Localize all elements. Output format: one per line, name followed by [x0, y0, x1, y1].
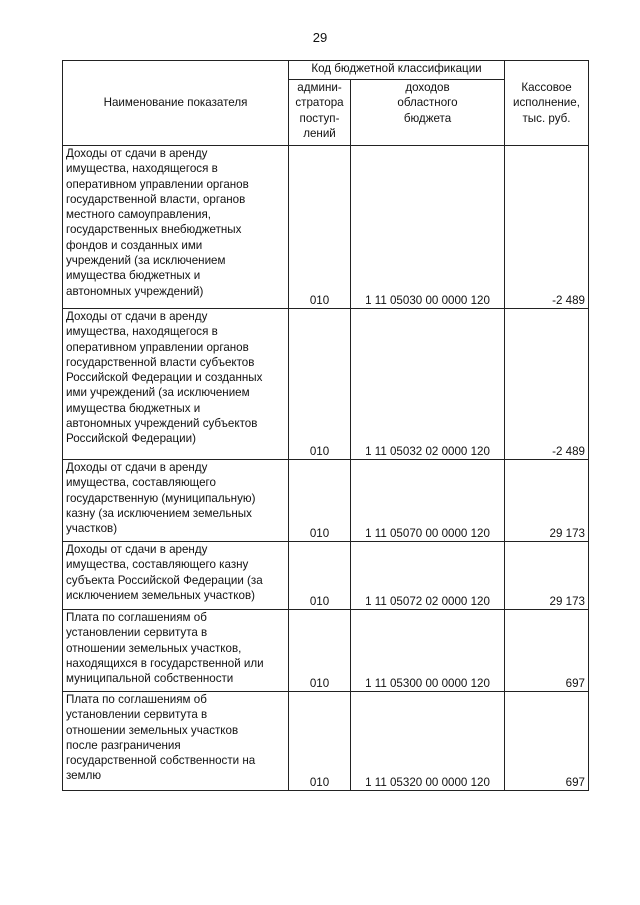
page-number: 29 — [312, 30, 328, 45]
table-row — [63, 542, 589, 610]
budget-table — [62, 60, 589, 791]
row-admin-code: 010 — [289, 542, 351, 610]
row-amount: 697 — [505, 692, 589, 791]
row-name: Доходы от сдачи в аренду имущества, находящегося в оперативном управлении органов государственной власти субъектов Российской Федерации и созданных ими учреждений (за исключением имущества бюджетных и автономных учреждений субъектов Российской Федерации) — [63, 309, 289, 460]
header-amount: Кассовое исполнение, тыс. руб. — [505, 61, 589, 146]
header-code-group: Код бюджетной классификации — [289, 61, 505, 80]
row-admin-code: 010 — [289, 610, 351, 692]
row-admin-code: 010 — [289, 460, 351, 542]
row-income-code: 1 11 05070 00 0000 120 — [351, 460, 505, 542]
row-name: Плата по соглашениям об установлении сервитута в отношении земельных участков после разграничения государственной собственности на землю — [63, 692, 289, 791]
row-income-code: 1 11 05300 00 0000 120 — [351, 610, 505, 692]
row-amount: 29 173 — [505, 460, 589, 542]
header-name: Наименование показателя — [63, 61, 289, 146]
row-income-code: 1 11 05072 02 0000 120 — [351, 542, 505, 610]
row-name: Доходы от сдачи в аренду имущества, находящегося в оперативном управлении органов государственной власти, органов местного самоуправления, государственных внебюджетных фондов и созданных ими учреждений (за исключением имущества бюджетных и автономных учреждений) — [63, 146, 289, 309]
row-name: Доходы от сдачи в аренду имущества, составляющего казну субъекта Российской Федерации (за исключением земельных участков) — [63, 542, 289, 610]
row-admin-code: 010 — [289, 692, 351, 791]
header-admin: админи- стратора поступ- лений — [289, 80, 351, 146]
row-amount: 697 — [505, 610, 589, 692]
table-header — [63, 61, 589, 146]
row-admin-code: 010 — [289, 309, 351, 460]
table-row — [63, 460, 589, 542]
row-income-code: 1 11 05032 02 0000 120 — [351, 309, 505, 460]
row-amount: 29 173 — [505, 542, 589, 610]
table-row — [63, 309, 589, 460]
table-body — [63, 146, 589, 791]
row-amount: -2 489 — [505, 146, 589, 309]
row-name: Доходы от сдачи в аренду имущества, составляющего государственную (муниципальную) казну (за исключением земельных участков) — [63, 460, 289, 542]
row-name: Плата по соглашениям об установлении сервитута в отношении земельных участков, находящихся в государственной или муниципальной собственности — [63, 610, 289, 692]
row-amount: -2 489 — [505, 309, 589, 460]
row-income-code: 1 11 05030 00 0000 120 — [351, 146, 505, 309]
row-admin-code: 010 — [289, 146, 351, 309]
row-income-code: 1 11 05320 00 0000 120 — [351, 692, 505, 791]
table-row — [63, 692, 589, 791]
table-row — [63, 610, 589, 692]
header-income: доходов областного бюджета — [351, 80, 505, 146]
table-row — [63, 146, 589, 309]
